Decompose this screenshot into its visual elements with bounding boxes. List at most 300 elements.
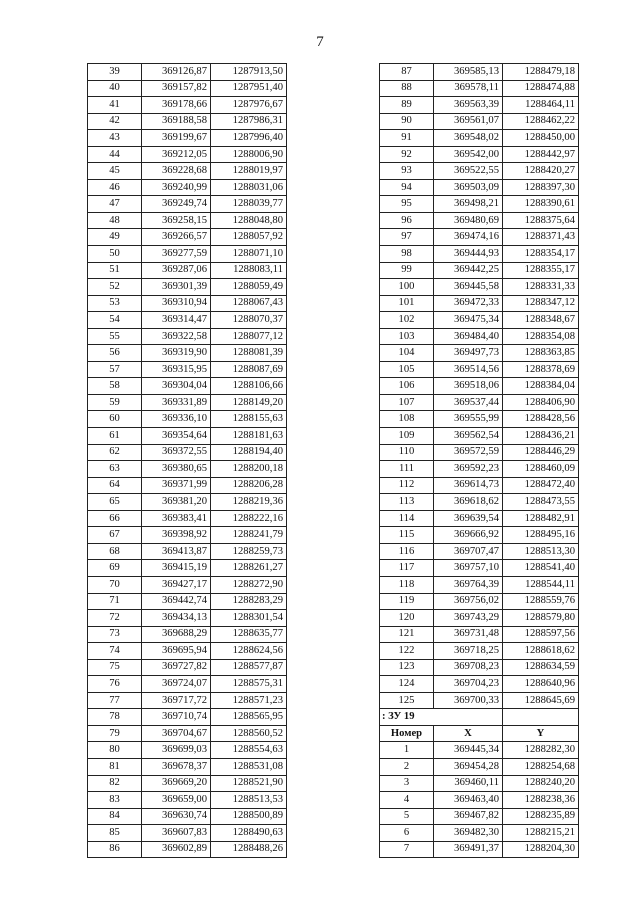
coord-x: 369503,09: [434, 179, 503, 196]
coord-x: 369724,07: [142, 676, 211, 693]
point-number: 79: [88, 725, 142, 742]
table-row: [380, 212, 579, 229]
table-row: [88, 576, 287, 593]
coord-y: 1288031,06: [211, 179, 287, 196]
coord-x: 369700,33: [434, 692, 503, 709]
point-number: 6: [380, 825, 434, 842]
table-row: [88, 659, 287, 676]
table-row: [88, 345, 287, 362]
coord-y: 1288261,27: [211, 560, 287, 577]
table-row: [88, 163, 287, 180]
coord-x: 369618,62: [434, 494, 503, 511]
point-number: 64: [88, 477, 142, 494]
coord-y: 1288149,20: [211, 394, 287, 411]
coord-y: 1288106,66: [211, 378, 287, 395]
coord-x: 369472,33: [434, 295, 503, 312]
table-row: [380, 444, 579, 461]
table-row: [88, 361, 287, 378]
table-row: [88, 742, 287, 759]
table-row: [88, 709, 287, 726]
table-row: [380, 758, 579, 775]
coord-x: 369592,23: [434, 461, 503, 478]
coord-y: 1288560,52: [211, 725, 287, 742]
coord-y: 1288634,59: [503, 659, 579, 676]
point-number: 7: [380, 841, 434, 858]
point-number: 74: [88, 643, 142, 660]
coord-x: 369585,13: [434, 64, 503, 81]
table-row: [380, 312, 579, 329]
left-table-body: [88, 64, 287, 858]
coord-x: 369522,55: [434, 163, 503, 180]
table-row: [380, 179, 579, 196]
table-row: [88, 64, 287, 81]
point-number: 58: [88, 378, 142, 395]
coord-y: 1287913,50: [211, 64, 287, 81]
coord-y: 1288301,54: [211, 610, 287, 627]
coord-x: 369718,25: [434, 643, 503, 660]
table-row: [88, 394, 287, 411]
coord-x: 369537,44: [434, 394, 503, 411]
table-row: [88, 146, 287, 163]
coord-x: 369480,69: [434, 212, 503, 229]
table-row: [380, 113, 579, 130]
coord-y: 1288355,17: [503, 262, 579, 279]
point-number: 122: [380, 643, 434, 660]
coord-x: 369614,73: [434, 477, 503, 494]
point-number: 78: [88, 709, 142, 726]
point-number: 87: [380, 64, 434, 81]
point-number: 83: [88, 792, 142, 809]
coord-x: 369178,66: [142, 97, 211, 114]
point-number: 88: [380, 80, 434, 97]
table-row: [380, 560, 579, 577]
table-row: [88, 229, 287, 246]
table-row: [380, 411, 579, 428]
coord-x: 369444,93: [434, 246, 503, 263]
table-row: [380, 510, 579, 527]
coord-x: 369188,58: [142, 113, 211, 130]
table-row: [88, 510, 287, 527]
coord-x: 369463,40: [434, 792, 503, 809]
coord-y: 1287976,67: [211, 97, 287, 114]
coord-x: 369249,74: [142, 196, 211, 213]
table-row: [88, 494, 287, 511]
point-number: 114: [380, 510, 434, 527]
coord-y: 1288194,40: [211, 444, 287, 461]
point-number: 47: [88, 196, 142, 213]
table-row: [88, 80, 287, 97]
coord-y: 1288048,80: [211, 212, 287, 229]
coord-y: 1288464,11: [503, 97, 579, 114]
coord-x: 369678,37: [142, 758, 211, 775]
coord-x: 369727,82: [142, 659, 211, 676]
table-row: [88, 543, 287, 560]
point-number: 103: [380, 328, 434, 345]
coord-y: 1288222,16: [211, 510, 287, 527]
coord-y: 1288473,55: [503, 494, 579, 511]
coord-y: 1288059,49: [211, 279, 287, 296]
coord-y: 1288565,95: [211, 709, 287, 726]
point-number: 116: [380, 543, 434, 560]
coord-y: 1288428,56: [503, 411, 579, 428]
coord-x: 369442,74: [142, 593, 211, 610]
table-row: [88, 279, 287, 296]
coord-y: 1288618,62: [503, 643, 579, 660]
coord-x: 369301,39: [142, 279, 211, 296]
coord-x: 369445,34: [434, 742, 503, 759]
table-row: [380, 146, 579, 163]
point-number: 123: [380, 659, 434, 676]
coord-x: 369704,23: [434, 676, 503, 693]
point-number: 42: [88, 113, 142, 130]
point-number: 99: [380, 262, 434, 279]
point-number: 108: [380, 411, 434, 428]
coord-y: 1288204,30: [503, 841, 579, 858]
table-row: [380, 279, 579, 296]
coord-y: 1288559,76: [503, 593, 579, 610]
coord-x: 369578,11: [434, 80, 503, 97]
point-number: 117: [380, 560, 434, 577]
coord-y: 1287996,40: [211, 130, 287, 147]
section-title-row: [380, 709, 579, 726]
coord-y: 1288371,43: [503, 229, 579, 246]
coord-x: 369688,29: [142, 626, 211, 643]
coord-x: 369372,55: [142, 444, 211, 461]
table-row: [380, 477, 579, 494]
table-row: [88, 477, 287, 494]
right-table-body: [380, 64, 579, 709]
point-number: 63: [88, 461, 142, 478]
point-number: 69: [88, 560, 142, 577]
coord-x: 369695,94: [142, 643, 211, 660]
table-row: [380, 659, 579, 676]
coord-y: 1288347,12: [503, 295, 579, 312]
coord-x: 369666,92: [434, 527, 503, 544]
point-number: 3: [380, 775, 434, 792]
point-number: 53: [88, 295, 142, 312]
coord-x: 369561,07: [434, 113, 503, 130]
coord-x: 369482,30: [434, 825, 503, 842]
point-number: 55: [88, 328, 142, 345]
coord-x: 369659,00: [142, 792, 211, 809]
coord-y: 1288635,77: [211, 626, 287, 643]
section-label-empty-cell: [503, 709, 579, 726]
table-row: [88, 725, 287, 742]
coord-y: 1288577,87: [211, 659, 287, 676]
coord-y: 1288541,40: [503, 560, 579, 577]
point-number: 106: [380, 378, 434, 395]
point-number: 90: [380, 113, 434, 130]
point-number: 2: [380, 758, 434, 775]
table-row: [88, 312, 287, 329]
coord-x: 369354,64: [142, 428, 211, 445]
coord-x: 369258,15: [142, 212, 211, 229]
coord-x: 369266,57: [142, 229, 211, 246]
coord-y: 1288283,29: [211, 593, 287, 610]
point-number: 96: [380, 212, 434, 229]
header-y: Y: [503, 725, 579, 742]
coord-x: 369381,20: [142, 494, 211, 511]
coord-y: 1288436,21: [503, 428, 579, 445]
coordinates-table-left: [87, 63, 287, 858]
coord-y: 1288472,40: [503, 477, 579, 494]
coord-x: 369474,16: [434, 229, 503, 246]
point-number: 73: [88, 626, 142, 643]
coord-y: 1288181,63: [211, 428, 287, 445]
coord-y: 1288579,80: [503, 610, 579, 627]
point-number: 75: [88, 659, 142, 676]
header-number: Номер: [380, 725, 434, 742]
page-number: 7: [316, 34, 324, 50]
coord-x: 369398,92: [142, 527, 211, 544]
point-number: 98: [380, 246, 434, 263]
coord-x: 369562,54: [434, 428, 503, 445]
table-row: [380, 808, 579, 825]
coord-x: 369542,00: [434, 146, 503, 163]
table-row: [380, 378, 579, 395]
section-header-row: [380, 725, 579, 742]
point-number: 39: [88, 64, 142, 81]
point-number: 95: [380, 196, 434, 213]
coord-y: 1287986,31: [211, 113, 287, 130]
coord-x: 369199,67: [142, 130, 211, 147]
coord-y: 1288531,08: [211, 758, 287, 775]
coord-y: 1288384,04: [503, 378, 579, 395]
coord-x: 369708,23: [434, 659, 503, 676]
table-row: [88, 825, 287, 842]
table-row: [88, 378, 287, 395]
coord-y: 1288206,28: [211, 477, 287, 494]
coord-x: 369475,34: [434, 312, 503, 329]
coord-x: 369639,54: [434, 510, 503, 527]
coord-y: 1288554,63: [211, 742, 287, 759]
coord-x: 369630,74: [142, 808, 211, 825]
point-number: 52: [88, 279, 142, 296]
table-row: [380, 246, 579, 263]
table-row: [380, 196, 579, 213]
table-row: [88, 246, 287, 263]
table-row: [380, 361, 579, 378]
point-number: 67: [88, 527, 142, 544]
coord-y: 1288155,63: [211, 411, 287, 428]
point-number: 54: [88, 312, 142, 329]
table-row: [380, 262, 579, 279]
point-number: 43: [88, 130, 142, 147]
coord-y: 1288513,30: [503, 543, 579, 560]
table-row: [88, 841, 287, 858]
coord-x: 369707,47: [434, 543, 503, 560]
table-row: [88, 295, 287, 312]
coord-x: 369764,39: [434, 576, 503, 593]
coord-y: 1288259,73: [211, 543, 287, 560]
coord-y: 1288254,68: [503, 758, 579, 775]
table-row: [380, 527, 579, 544]
table-row: [380, 130, 579, 147]
table-row: [380, 775, 579, 792]
coord-x: 369442,25: [434, 262, 503, 279]
point-number: 80: [88, 742, 142, 759]
point-number: 100: [380, 279, 434, 296]
table-row: [380, 742, 579, 759]
coord-x: 369310,94: [142, 295, 211, 312]
coord-y: 1288442,97: [503, 146, 579, 163]
point-number: 110: [380, 444, 434, 461]
point-number: 93: [380, 163, 434, 180]
coord-y: 1288081,39: [211, 345, 287, 362]
coord-x: 369460,11: [434, 775, 503, 792]
coord-x: 369498,21: [434, 196, 503, 213]
table-row: [88, 626, 287, 643]
coord-y: 1288490,63: [211, 825, 287, 842]
table-row: [88, 428, 287, 445]
table-row: [380, 345, 579, 362]
point-number: 72: [88, 610, 142, 627]
coord-y: 1288397,30: [503, 179, 579, 196]
coord-y: 1288406,90: [503, 394, 579, 411]
table-row: [88, 560, 287, 577]
coord-y: 1288460,09: [503, 461, 579, 478]
coord-y: 1288544,11: [503, 576, 579, 593]
point-number: 111: [380, 461, 434, 478]
table-row: [380, 626, 579, 643]
point-number: 84: [88, 808, 142, 825]
coord-x: 369413,87: [142, 543, 211, 560]
coord-y: 1288390,61: [503, 196, 579, 213]
table-row: [88, 196, 287, 213]
point-number: 91: [380, 130, 434, 147]
coord-y: 1288039,77: [211, 196, 287, 213]
point-number: 44: [88, 146, 142, 163]
point-number: 121: [380, 626, 434, 643]
table-row: [380, 576, 579, 593]
point-number: 61: [88, 428, 142, 445]
coord-y: 1288057,92: [211, 229, 287, 246]
table-row: [88, 692, 287, 709]
coord-y: 1288495,16: [503, 527, 579, 544]
table-row: [88, 775, 287, 792]
coord-x: 369518,06: [434, 378, 503, 395]
table-row: [88, 328, 287, 345]
point-number: 77: [88, 692, 142, 709]
coord-y: 1288071,10: [211, 246, 287, 263]
coord-x: 369322,58: [142, 328, 211, 345]
point-number: 70: [88, 576, 142, 593]
coord-x: 369331,89: [142, 394, 211, 411]
section-table-body: [380, 742, 579, 858]
point-number: 4: [380, 792, 434, 809]
point-number: 92: [380, 146, 434, 163]
coord-x: 369699,03: [142, 742, 211, 759]
table-row: [380, 676, 579, 693]
coord-y: 1288241,79: [211, 527, 287, 544]
point-number: 46: [88, 179, 142, 196]
table-row: [88, 130, 287, 147]
coord-x: 369757,10: [434, 560, 503, 577]
table-row: [380, 461, 579, 478]
table-row: [380, 163, 579, 180]
coord-y: 1288200,18: [211, 461, 287, 478]
point-number: 60: [88, 411, 142, 428]
table-row: [88, 593, 287, 610]
coord-x: 369484,40: [434, 328, 503, 345]
coord-y: 1288450,00: [503, 130, 579, 147]
coord-y: 1288640,96: [503, 676, 579, 693]
coord-x: 369563,39: [434, 97, 503, 114]
point-number: 50: [88, 246, 142, 263]
table-row: [380, 610, 579, 627]
coord-y: 1288462,22: [503, 113, 579, 130]
coord-y: 1288446,29: [503, 444, 579, 461]
coord-y: 1288006,90: [211, 146, 287, 163]
table-row: [88, 461, 287, 478]
coord-x: 369607,83: [142, 825, 211, 842]
point-number: 49: [88, 229, 142, 246]
coord-x: 369555,99: [434, 411, 503, 428]
coord-x: 369491,37: [434, 841, 503, 858]
coord-y: 1288067,43: [211, 295, 287, 312]
table-row: [88, 643, 287, 660]
coord-x: 369126,87: [142, 64, 211, 81]
point-number: 76: [88, 676, 142, 693]
table-row: [88, 179, 287, 196]
coord-y: 1288378,69: [503, 361, 579, 378]
coord-y: 1287951,40: [211, 80, 287, 97]
coord-x: 369371,99: [142, 477, 211, 494]
coord-y: 1288240,20: [503, 775, 579, 792]
table-row: [88, 808, 287, 825]
coord-y: 1288482,91: [503, 510, 579, 527]
point-number: 62: [88, 444, 142, 461]
coord-y: 1288235,89: [503, 808, 579, 825]
coord-x: 369319,90: [142, 345, 211, 362]
coord-x: 369497,73: [434, 345, 503, 362]
coord-x: 369514,56: [434, 361, 503, 378]
coord-x: 369669,20: [142, 775, 211, 792]
coord-y: 1288521,90: [211, 775, 287, 792]
coord-x: 369415,19: [142, 560, 211, 577]
coord-x: 369277,59: [142, 246, 211, 263]
table-row: [380, 64, 579, 81]
table-row: [380, 428, 579, 445]
coord-y: 1288083,11: [211, 262, 287, 279]
point-number: 45: [88, 163, 142, 180]
coord-x: 369304,04: [142, 378, 211, 395]
coord-y: 1288375,64: [503, 212, 579, 229]
table-row: [380, 394, 579, 411]
coord-y: 1288077,12: [211, 328, 287, 345]
coord-x: 369157,82: [142, 80, 211, 97]
coord-y: 1288363,85: [503, 345, 579, 362]
coord-x: 369602,89: [142, 841, 211, 858]
point-number: 104: [380, 345, 434, 362]
point-number: 5: [380, 808, 434, 825]
table-row: [88, 444, 287, 461]
table-row: [88, 758, 287, 775]
point-number: 57: [88, 361, 142, 378]
coord-y: 1288488,26: [211, 841, 287, 858]
table-row: [380, 494, 579, 511]
coord-x: 369427,17: [142, 576, 211, 593]
point-number: 86: [88, 841, 142, 858]
table-row: [88, 527, 287, 544]
point-number: 66: [88, 510, 142, 527]
point-number: 85: [88, 825, 142, 842]
coord-y: 1288420,27: [503, 163, 579, 180]
table-row: [88, 792, 287, 809]
coord-y: 1288513,53: [211, 792, 287, 809]
coord-y: 1288282,30: [503, 742, 579, 759]
point-number: 81: [88, 758, 142, 775]
